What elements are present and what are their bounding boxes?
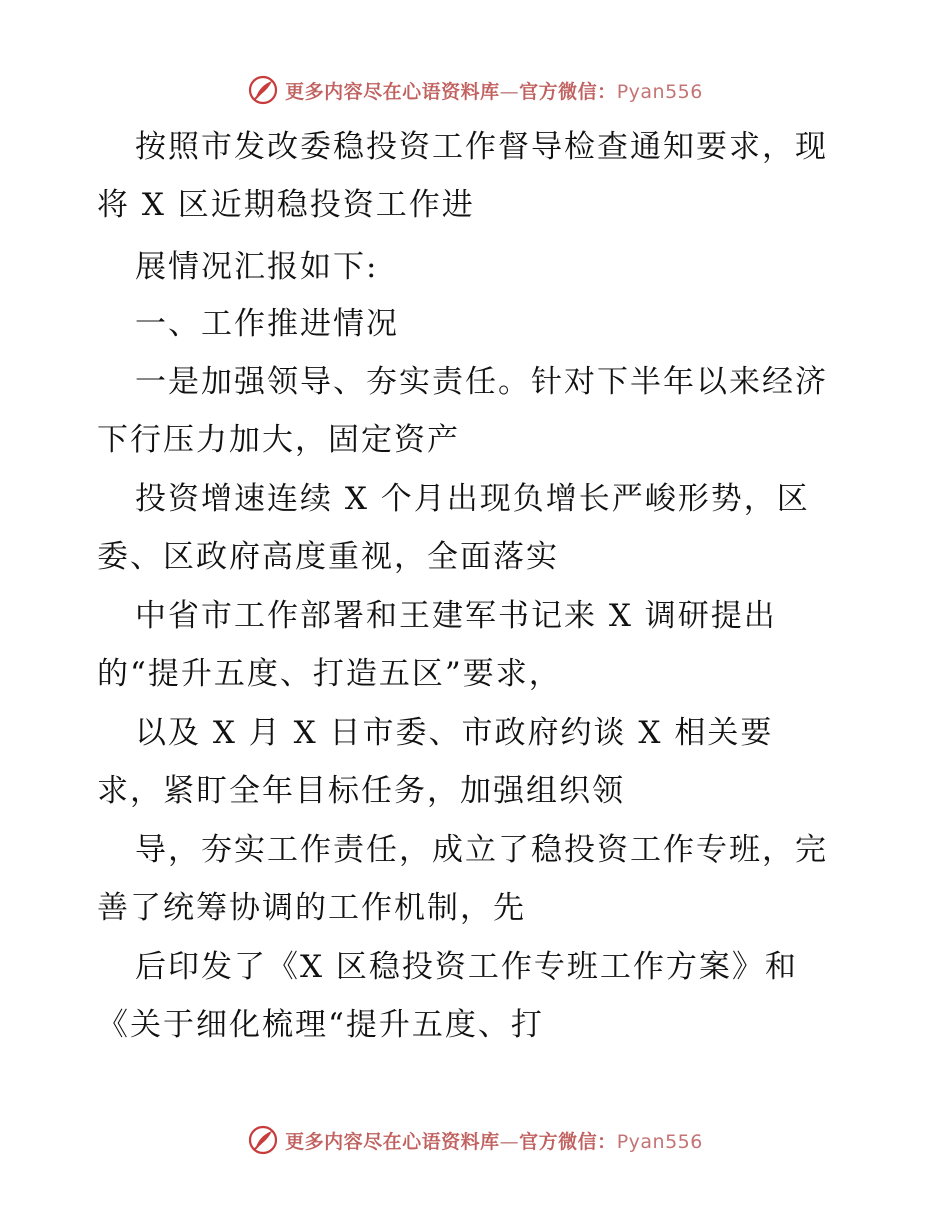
watermark-official-label: 官方微信： [519, 1130, 617, 1153]
paragraph-line: 导，夯实工作责任，成立了稳投资工作专班，完 [135, 832, 828, 868]
watermark-separator: — [499, 80, 520, 103]
watermark-brand: 更多内容尽在心语资料库 [285, 1130, 500, 1153]
paragraph-line: 按照市发改委稳投资工作督导检查通知要求，现 [135, 129, 828, 165]
footer-watermark [0, 1120, 950, 1160]
section-heading: 一、工作推进情况 [135, 306, 399, 342]
paragraph-line: 以及 X 月 X 日市委、市政府约谈 X 相关要 [135, 715, 774, 751]
feather-quill-logo-icon [247, 74, 279, 106]
watermark-brand: 更多内容尽在心语资料库 [285, 80, 500, 103]
feather-quill-logo-icon [247, 1124, 279, 1156]
paragraph-line: 将 X 区近期稳投资工作进 [97, 187, 475, 223]
watermark-account-id: Pyan556 [616, 1130, 703, 1153]
paragraph-line: 《关于细化梳理“提升五度、打 [97, 1007, 544, 1043]
watermark-text [285, 77, 703, 104]
paragraph-line: 后印发了《X 区稳投资工作专班工作方案》和 [135, 949, 798, 985]
watermark-separator: — [499, 1130, 520, 1153]
header-watermark [0, 70, 950, 110]
paragraph-line: 下行压力加大，固定资产 [97, 422, 460, 458]
paragraph-line: 展情况汇报如下: [135, 249, 379, 285]
paragraph-line: 的“提升五度、打造五区”要求， [97, 656, 562, 692]
watermark-official-label: 官方微信： [519, 80, 617, 103]
watermark-text [285, 1127, 703, 1154]
paragraph-line: 委、区政府高度重视，全面落实 [97, 539, 559, 575]
paragraph-line: 投资增速连续 X 个月出现负增长严峻形势，区 [135, 481, 810, 517]
paragraph-line: 善了统筹协调的工作机制，先 [97, 890, 526, 926]
paragraph-line: 中省市工作部署和王建军书记来 X 调研提出 [135, 598, 777, 634]
paragraph-line: 一是加强领导、夯实责任。针对下半年以来经济 [135, 364, 828, 400]
watermark-account-id: Pyan556 [616, 80, 703, 103]
paragraph-line: 求，紧盯全年目标任务，加强组织领 [97, 773, 625, 809]
